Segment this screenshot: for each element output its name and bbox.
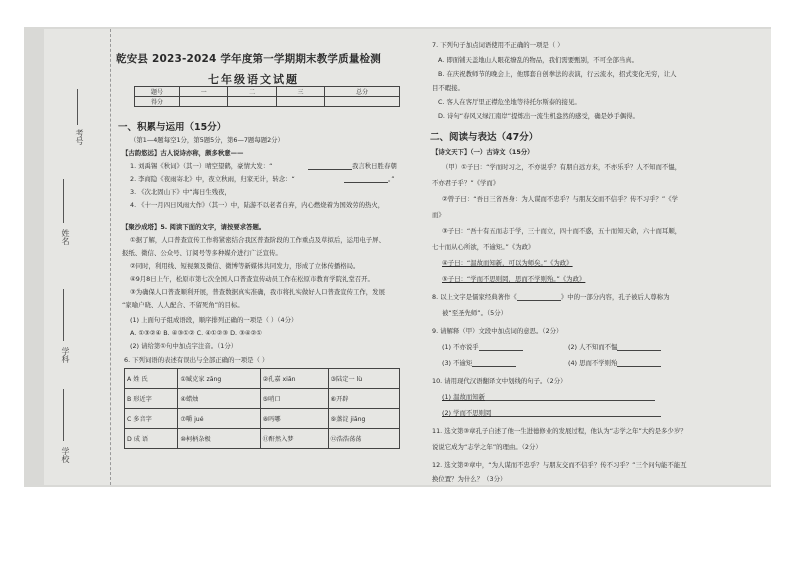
s2-line: 七十而从心所欲，不逾矩。”《为政》 xyxy=(432,243,535,251)
answer-blank[interactable] xyxy=(472,360,516,367)
s2-line: 9. 请解释（甲）文段中加点词的意思。（2分） xyxy=(432,327,563,335)
opt-cell: ⑨蒸淀 jiāng xyxy=(328,409,399,429)
s1-line: (1) 上面句子组成语段，顺序排列正确的一项是（ ）（4分） xyxy=(130,316,298,324)
s1-line: 【古韵悠远】古人说诗亦称，颇多秋意—— xyxy=(122,149,244,157)
answer-blank[interactable] xyxy=(491,410,661,417)
binding-xueke-line xyxy=(63,289,64,341)
score-col-2: 二 xyxy=(228,87,276,97)
q9-item-1: (1) 不亦说乎 xyxy=(442,343,479,351)
s1-line: ③为确保人口普查顺利开展，普查数据真实准确，我市将扎实做好人口普查宣传工作，发展 xyxy=(130,288,385,296)
binding-dashed-line xyxy=(110,29,111,485)
s2-line: 11. 选文第③章孔子自述了他一生进德修业的发展过程，他认为“志学之年”大约是多少岁？ xyxy=(432,427,687,435)
score-row-label: 题号 xyxy=(135,87,180,97)
q7-line: C. 客人在客厅里正襟危坐地等待托尔斯泰的接见。 xyxy=(438,98,581,106)
section2-subheading: 【诗文天下】（一）古诗文（15分） xyxy=(432,148,534,156)
score-cell xyxy=(325,97,400,107)
q7-line: 7. 下列句子加点词语使用不正确的一项是（ ） xyxy=(432,41,564,49)
answer-blank[interactable] xyxy=(308,163,352,170)
s1-line: 1. 刘禹锡《秋词》（其一）晴空望鹤，豪情大发：“ xyxy=(130,162,273,170)
binding-xuexiao: 学校 xyxy=(61,447,70,463)
q9-item xyxy=(442,343,523,351)
score-col-total: 总分 xyxy=(325,87,400,97)
q7-line: 目不暇接。 xyxy=(432,84,464,92)
opt-cell: ①臧克家 zāng xyxy=(178,369,260,389)
s2-line: 不亦君子乎？”《学而》 xyxy=(432,179,500,187)
q10-item xyxy=(442,393,655,401)
left-column xyxy=(116,29,416,485)
opt-cell: A 姓 氏 xyxy=(125,369,178,389)
binding-strip xyxy=(44,29,114,485)
s2-line: ②曾子曰：“吾日三省吾身：为人谋而不忠乎？与朋友交而不信乎？传不习乎？”《学 xyxy=(442,195,679,203)
opt-cell: D 成 语 xyxy=(125,429,178,449)
s1-line: (2) 请给第①句中加点字注音。（1分） xyxy=(130,342,238,350)
q9-item xyxy=(442,359,516,367)
s1-line: ①据了解，人口普查宣传工作将紧密结合我区普查阶段的工作重点及草拟后，运用电子屏、 xyxy=(130,236,385,244)
answer-blank[interactable] xyxy=(517,294,561,301)
q9-item xyxy=(568,359,661,367)
s2-line: 12. 选文第②章中，“为人谋而不忠乎？与朋友交而不信乎？传不习乎？”三个问句能不能互 xyxy=(432,461,687,469)
binding-xingming-line xyxy=(63,179,64,223)
s1-line: 报纸、微信、公众号、订阅号等多种媒介进行广泛宣传。 xyxy=(122,249,282,257)
opt-cell: ②孔嘉 xiān xyxy=(260,369,328,389)
blank-answer xyxy=(308,162,397,170)
answer-blank[interactable] xyxy=(617,360,661,367)
s2-line: 而》 xyxy=(432,211,445,219)
s2-line: 被“至圣先师”。（5分） xyxy=(442,309,508,317)
s1-line: 【聚沙成塔】5. 阅读下面的文字，请按要求答题。 xyxy=(122,223,266,231)
s2-line: 10. 请用现代汉语翻译文中划线的句子。（2分） xyxy=(432,377,567,385)
answer-blank[interactable] xyxy=(485,394,655,401)
s1-line: A. ①③②④ B. ④③①② C. ④①②③ D. ③④②① xyxy=(130,329,263,337)
exam-title: 乾安县 2023-2024 学年度第一学期期末教学质量检测 xyxy=(116,53,381,65)
score-cell xyxy=(276,97,324,107)
q8-line xyxy=(432,293,669,301)
score-cell xyxy=(180,97,228,107)
score-cell xyxy=(228,97,276,107)
s2-line: 换位置？为什么？（3分） xyxy=(432,475,507,483)
opt-cell: ⑤哨口 xyxy=(260,389,328,409)
s1-line: ④9月8日上午，松原市第七次全国人口普查宣传动员工作在松原市教育学院礼堂召开。 xyxy=(130,275,374,283)
score-col-3: 三 xyxy=(276,87,324,97)
q9-item-3: (3) 不逾矩 xyxy=(442,359,473,367)
q8-mid: 》中的一部分内容，孔子被后人尊称为 xyxy=(560,293,670,301)
q10-item xyxy=(442,409,661,417)
q7-line: B. 在庆祝教师节的晚会上，他那套自创拳法的表演，行云流水，招式变化无穷，让人 xyxy=(438,70,677,78)
answer-blank[interactable] xyxy=(344,176,388,183)
exam-subtitle: 七年级语文试题 xyxy=(208,73,299,86)
opt-cell: ⑪酐然入梦 xyxy=(260,429,328,449)
opt-cell: ⑦嚼 jué xyxy=(178,409,260,429)
s2-line: 说说它成为“志学之年”的理由。（2分） xyxy=(432,443,542,451)
exam-photo xyxy=(24,27,771,487)
opt-cell: ⑧吗哪 xyxy=(260,409,328,429)
answer-blank[interactable] xyxy=(479,344,523,351)
score-col-1: 一 xyxy=(180,87,228,97)
q10-item-1: (1) 温故而知新 xyxy=(442,393,486,401)
q10-item-2: (2) 学而不思则罔 xyxy=(442,409,492,417)
q9-item xyxy=(568,343,661,351)
s1-line: 6. 下列词语的表述有误出与全部正确的一项是（ ） xyxy=(124,356,269,364)
s1-line: ②同时，利用线、短视频及微信、微博等新媒体共同发力，形成了立体传播格局。 xyxy=(130,262,360,270)
s2-line: ⑤子曰：“学而不思则罔，思而不学则殆。”《为政》 xyxy=(442,275,586,283)
binding-kaohao-line xyxy=(77,89,78,125)
binding-kaohao: 考号 xyxy=(75,129,84,145)
section1-heading: 一、积累与运用（15分） xyxy=(118,122,227,133)
s1-blank-2: 。” xyxy=(388,175,395,183)
opt-cell: ④蜡烛 xyxy=(178,389,260,409)
right-column xyxy=(428,29,768,485)
s2-line: ③子曰：“吾十有五而志于学，三十而立，四十而不惑，五十而知天命，六十而耳顺， xyxy=(442,227,682,235)
binding-xueke: 学科 xyxy=(61,347,70,363)
s1-line: 4. 《十一月四日风雨大作》（其一）中，陆游不以老者自弃，内心燃烧着为国效劳的热火， xyxy=(130,201,385,209)
q9-item-2: (2) 人不知而不愠 xyxy=(568,343,618,351)
opt-cell: ⑫浩浩荡荡 xyxy=(328,429,399,449)
option-table xyxy=(124,368,400,449)
answer-blank[interactable] xyxy=(617,344,661,351)
s2-line: （甲）①子曰：“学而时习之，不亦说乎？有朋自远方来，不亦乐乎？人不知而不愠， xyxy=(442,163,682,171)
exam-sheet xyxy=(44,29,771,485)
s1-line: “家喻户晓、人人配合、不留死角”的目标。 xyxy=(122,301,244,309)
s1-line: 2. 李商隐《夜雨寄北》中，夜立秋雨，归家无计，转念：“ xyxy=(130,175,295,183)
score-table xyxy=(134,86,400,107)
opt-cell: ⑥开辟 xyxy=(328,389,399,409)
s1-blank-1: 我言秋日胜春朝 xyxy=(352,162,397,170)
binding-xingming: 姓名 xyxy=(61,229,70,245)
q7-line: D. 诗句“春风又绿江南岸”提炼出一流生机盎然的感受，确是妙手偶得。 xyxy=(438,112,639,120)
opt-cell: ⑩柯柄杂极 xyxy=(178,429,260,449)
s1-line: 3. 《次北固山下》中“海日生残夜， xyxy=(130,188,231,196)
binding-xuexiao-line xyxy=(63,389,64,441)
opt-cell: ③陆定一 lù xyxy=(328,369,399,389)
s2-line: ④子曰：“温故而知新，可以为师矣。”《为政》 xyxy=(442,259,573,267)
section2-heading: 二、阅读与表达（47分） xyxy=(430,132,539,143)
s1-line: （第1—4题每空1分，第5题5分，第6—7题每题2分） xyxy=(130,136,284,144)
opt-cell: C 多音字 xyxy=(125,409,178,429)
opt-cell: B 形近字 xyxy=(125,389,178,409)
q8-start: 8. 以上文字是儒家经典著作《 xyxy=(432,293,517,301)
score-row-label: 得分 xyxy=(135,97,180,107)
blank-answer xyxy=(344,175,395,183)
q7-line: A. 即面铺天盖地山人眼花缭乱的物品，我们需要甄别，不可全部当真。 xyxy=(438,56,639,64)
q9-item-4: (4) 思而不学则殆 xyxy=(568,359,618,367)
